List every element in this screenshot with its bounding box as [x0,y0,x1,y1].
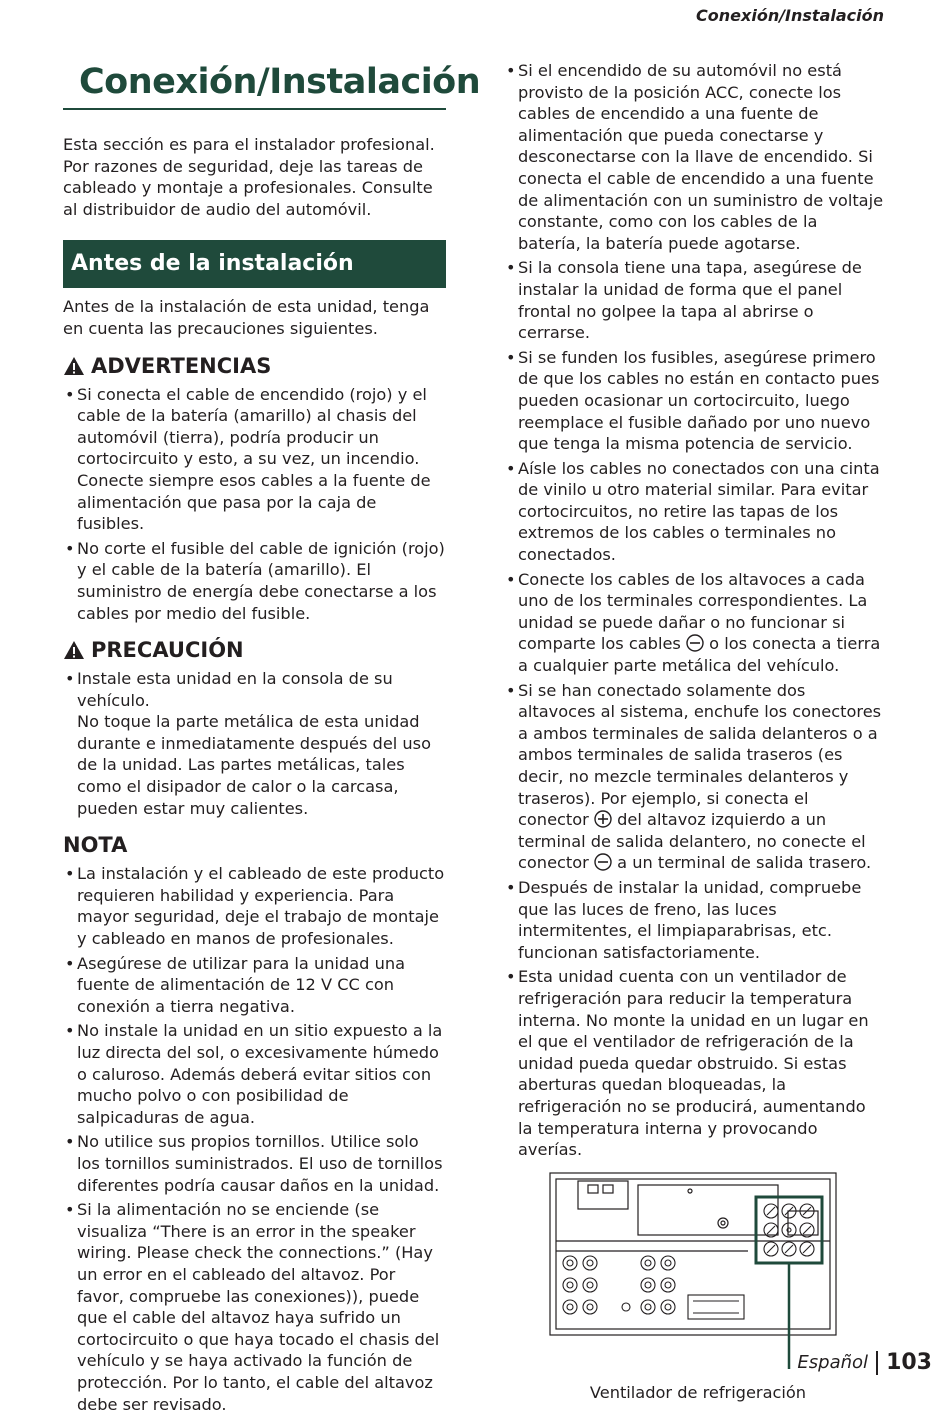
list-item: • Aísle los cables no conectados con una cinta de vinilo u otro material similar. Para evitar cortocircuitos, no retire las tapas de los extremos de los cables o terminales no conectados. [504,458,884,566]
left-column [63,58,481,1425]
list-item [63,668,446,819]
list-item: • No utilice sus propios tornillos. Utilice solo los tornillos suministrados. El uso de tornillos diferentes podría causar daños en la unidad. [63,1131,446,1196]
figure-caption: Ventilador de refrigeración [589,1382,807,1402]
note-heading: NOTA [63,833,128,858]
list-item: • Si la alimentación no se enciende (se visualiza “There is an error in the speaker wiring. Please check the connections.” (Hay un error en el cableado del altavoz. Por favor, compruebe las conexiones)), puede que el cable del altavoz haya sufrido un cortocircuito o que haya tocado el chasis del vehículo y se haya activado la función de protección. Por lo tanto, el cable del altavoz debe ser revisado. [63,1199,446,1415]
right-column [504,60,884,1402]
minus-circle-icon [686,634,704,652]
list-item [504,680,884,874]
page-number: 103 [886,1350,932,1375]
caution-heading [63,638,446,662]
list-item: • Si el encendido de su automóvil no está provisto de la posición ACC, conecte los cables de encendido a una fuente de alimentación que pueda conectarse y desconectarse con la llave de encendido. Si conecta el cable de encendido a una fuente de alimentación con un suministro de voltaje constante, como con los cables de la batería, la batería puede agotarse. [504,60,884,254]
warning-triangle-icon [63,640,85,660]
footer-divider [876,1351,878,1375]
section-intro: Antes de la instalación de esta unidad, tenga en cuenta las precauciones siguientes. [63,297,430,338]
minus-circle-icon [594,853,612,871]
speaker-text-4: del altavoz izquierdo a un terminal de salida delantero, no conecte el conector [518,810,866,873]
running-header: Conexión/Instalación [696,6,884,25]
list-item: • Si la consola tiene una tapa, asegúrese de instalar la unidad de forma que el panel frontal no golpee la tapa al abrirse o cerrarse. [504,257,884,343]
warnings-list [63,384,446,625]
list-item: • La instalación y el cableado de este producto requieren habilidad y experiencia. Para mayor seguridad, deje el trabajo de montaje y cableado en manos de profesionales. [63,863,446,949]
caution-list [63,668,446,819]
warning-triangle-icon [63,356,85,376]
caution-line-2: No toque la parte metálica de esta unidad durante e inmediatamente después del uso de la unidad. Las partes metálicas, tales como el disipador de calor o la carcasa, pueden estar muy calientes. [77,712,432,818]
unit-rear-panel-diagram [548,1171,838,1371]
speaker-text-5: a un terminal de salida trasero. [617,853,872,873]
list-item: • Si conecta el cable de encendido (rojo) y el cable de la batería (amarillo) al chasis del automóvil (tierra), podría producir un cortocircuito y esto, a su vez, un incendio. Conecte siempre esos cables a la fuente de alimentación que pasa por la caja de fusibles. [63,384,446,535]
page-footer [797,1350,932,1375]
speaker-text-2: o los conecta a tierra a cualquier parte metálica del vehículo. [518,634,881,676]
page-title: Conexión/Instalación [79,62,481,102]
list-item [504,569,884,677]
intro-paragraph: Esta sección es para el instalador profesional. Por razones de seguridad, deje las tareas de cableado y montaje a profesionales. Consulte al distribuidor de audio del automóvil. [63,135,435,219]
list-item: • Esta unidad cuenta con un ventilador de refrigeración para reducir la temperatura interna. No monte la unidad en un lugar en el que el ventilador de refrigeración de la unidad pueda quedar obstruido. Si estas aberturas quedan bloqueadas, la refrigeración no se producirá, aumentando la temperatura interna y provocando averías. [504,966,884,1160]
warnings-heading [63,354,446,378]
list-item: • No corte el fusible del cable de ignición (rojo) y el cable de la batería (amarillo). El suministro de energía debe conectarse a los cables por medio del fusible. [63,538,446,624]
caution-heading-text: PRECAUCIÓN [91,638,244,663]
speaker-text-3: Si se han conectado solamente dos altavoces al sistema, enchufe los conectores a ambos terminales de salida delanteros o a ambos terminales de salida traseros (es decir, no mezcle terminales delanteros y traseros). Por ejemplo, si conecta el conector [518,680,882,830]
plus-circle-icon [594,810,612,828]
notes-continued-list [504,60,884,1161]
footer-language: Español [797,1352,869,1373]
list-item: • No instale la unidad en un sitio expuesto a la luz directa del sol, o excesivamente húmedo o caluroso. Además deberá evitar sitios con mucho polvo o con posibilidad de salpicaduras de agua. [63,1020,446,1128]
note-list [63,863,446,1415]
list-item: • Si se funden los fusibles, asegúrese primero de que los cables no están en contacto pues pueden ocasionar un cortocircuito, luego reemplace el fusible dañado por uno nuevo que tenga la misma potencia de servicio. [504,347,884,455]
warnings-heading-text: ADVERTENCIAS [91,353,272,378]
list-item: • Después de instalar la unidad, compruebe que las luces de freno, las luces intermitentes, el limpiaparabrisas, etc. funcionan satisfactoriamente. [504,877,884,963]
speaker-text-1: Conecte los cables de los altavoces a cada uno de los terminales correspondientes. La unidad se puede dañar o no funcionar si comparte los cables [518,569,868,654]
page-title-block [63,58,481,110]
caution-line-1: Instale esta unidad en la consola de su vehículo. [77,669,393,710]
section-heading: Antes de la instalación [63,240,446,288]
list-item: • Asegúrese de utilizar para la unidad una fuente de alimentación de 12 V CC con conexión a tierra negativa. [63,953,446,1018]
